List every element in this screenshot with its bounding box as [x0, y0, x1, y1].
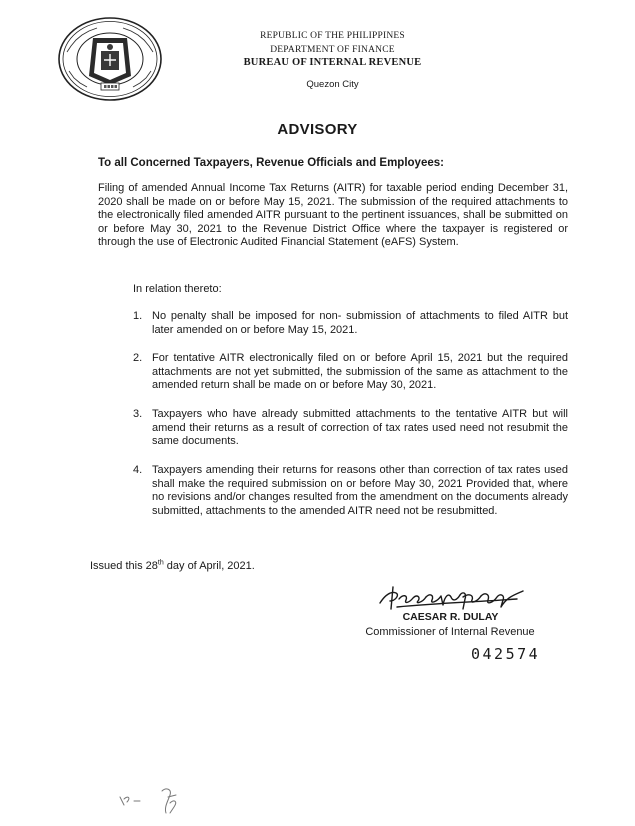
- pen-mark-icon: [116, 783, 156, 819]
- list-item-text: No penalty shall be imposed for non- submission of attachments to filed AITR but later amended on or before May 15, 2021.: [152, 310, 568, 336]
- header-city: Quezon City: [306, 79, 359, 90]
- list-item-text: Taxpayers who have already submitted attachments to the tentative AITR but will amend their returns as a result of correction of tax rates used need not resubmit the same documents.: [152, 408, 568, 447]
- list-item-number: 2.: [133, 352, 143, 364]
- list-item: [133, 464, 568, 518]
- issued-ordinal-suffix: th: [157, 559, 164, 567]
- list-item-number: 4.: [133, 464, 143, 476]
- list-item: [133, 352, 568, 393]
- list-item-text: Taxpayers amending their returns for reasons other than correction of tax rates used shall make the required submission on or before May 30, 2021 Provided that, where no revisions and/or changes resulted from the amendment on the documents already submitted, attachments to the amended AITR need not be resubmitted.: [152, 464, 568, 517]
- header-department: DEPARTMENT OF FINANCE: [270, 45, 395, 55]
- list-item-number: 3.: [133, 408, 143, 420]
- list-item: [133, 408, 568, 449]
- intro-paragraph: Filing of amended Annual Income Tax Returns (AITR) for taxable period ending December 31, 2020 shall be made on or before May 15, 2021. The submission of the required attachments to the electronically filed amended AITR pursuant to the pertinent issuances, shall be submitted on or before May 30, 2021 to the Revenue District Office where the taxpayer is registered or through the use of Electronic Audited Financial Statement (eAFS) System.: [98, 182, 568, 248]
- list-item-text: For tentative AITR electronically filed on or before April 15, 2021 but the required attachments are not yet submitted, the submission of the same as attachment to the amended return shall be made on or before May 30, 2021.: [152, 352, 568, 391]
- signatory-title: Commissioner of Internal Revenue: [365, 626, 535, 638]
- issued-rest: day of April, 2021.: [163, 560, 255, 572]
- addressee-line: To all Concerned Taxpayers, Revenue Officials and Employees:: [98, 157, 444, 169]
- header-republic: REPUBLIC OF THE PHILIPPINES: [260, 31, 405, 41]
- signatory-name: CAESAR R. DULAY: [402, 611, 499, 623]
- page-title: ADVISORY: [277, 121, 358, 138]
- pen-mark-icon: [156, 783, 196, 819]
- header-bureau: BUREAU OF INTERNAL REVENUE: [243, 57, 422, 68]
- control-number: 042574: [471, 645, 541, 663]
- bir-seal-icon: [57, 16, 164, 102]
- relation-text: In relation thereto:: [133, 283, 222, 295]
- issued-prefix: Issued this 28: [90, 560, 158, 572]
- list-item: [133, 310, 568, 337]
- list-item-number: 1.: [133, 310, 143, 322]
- issued-date: [90, 560, 255, 572]
